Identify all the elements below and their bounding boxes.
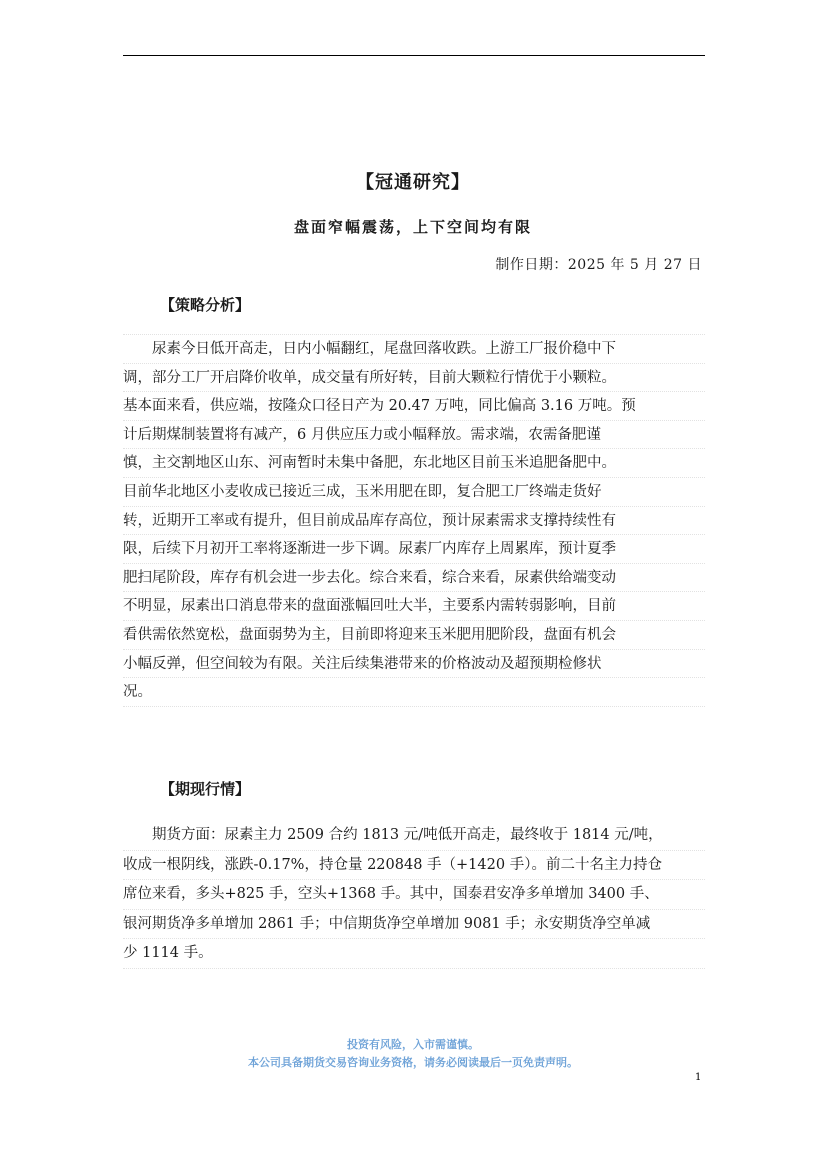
paragraph-line: 小幅反弹，但空间较为有限。关注后续集港带来的价格波动及超预期检修状 <box>123 650 705 679</box>
page-number: 1 <box>695 1072 702 1083</box>
paragraph-line: 限，后续下月初开工率将逐渐进一步下调。尿素厂内库存上周累库，预计夏季 <box>123 535 705 564</box>
paragraph-line: 调，部分工厂开启降价收单，成交量有所好转，目前大颗粒行情优于小颗粒。 <box>123 364 705 393</box>
report-date: 制作日期：2025 年 5 月 27 日 <box>495 257 702 273</box>
disclaimer-notice: 本公司具备期货交易咨询业务资格，请务必阅读最后一页免责声明。 <box>248 1056 578 1069</box>
strategy-heading: 【策略分析】 <box>160 296 251 314</box>
report-title: 【冠通研究】 <box>356 172 470 193</box>
market-paragraph <box>123 821 705 969</box>
report-subtitle: 盘面窄幅震荡，上下空间均有限 <box>293 218 532 236</box>
paragraph-line: 银河期货净多单增加 2861 手；中信期货净空单增加 9081 手；永安期货净空单减 <box>123 910 705 940</box>
paragraph-line: 不明显，尿素出口消息带来的盘面涨幅回吐大半，主要系内需转弱影响，目前 <box>123 592 705 621</box>
paragraph-line: 席位来看，多头+825 手，空头+1368 手。其中，国泰君安净多单增加 3400 手、 <box>123 880 705 910</box>
paragraph-line: 计后期煤制装置将有减产，6 月供应压力或小幅释放。需求端，农需备肥谨 <box>123 421 705 450</box>
paragraph-line: 基本面来看，供应端，按隆众口径日产为 20.47 万吨，同比偏高 3.16 万吨。预 <box>123 392 705 421</box>
market-heading: 【期现行情】 <box>160 780 251 798</box>
paragraph-line: 肥扫尾阶段，库存有机会进一步去化。综合来看，综合来看，尿素供给端变动 <box>123 564 705 593</box>
header-rule <box>123 55 705 56</box>
paragraph-line: 期货方面：尿素主力 2509 合约 1813 元/吨低开高走，最终收于 1814 元/吨， <box>123 821 705 851</box>
paragraph-line: 目前华北地区小麦收成已接近三成，玉米用肥在即，复合肥工厂终端走货好 <box>123 478 705 507</box>
paragraph-line: 看供需依然宽松，盘面弱势为主，目前即将迎来玉米肥用肥阶段，盘面有机会 <box>123 621 705 650</box>
paragraph-line: 少 1114 手。 <box>123 939 705 969</box>
strategy-paragraph <box>123 335 705 707</box>
paragraph-line: 尿素今日低开高走，日内小幅翻红，尾盘回落收跌。上游工厂报价稳中下 <box>123 335 705 364</box>
paragraph-line: 况。 <box>123 678 705 707</box>
paragraph-line: 转，近期开工率或有提升，但目前成品库存高位，预计尿素需求支撑持续性有 <box>123 507 705 536</box>
paragraph-line: 慎，主交割地区山东、河南暂时未集中备肥，东北地区目前玉米追肥备肥中。 <box>123 449 705 478</box>
risk-notice: 投资有风险，入市需谨慎。 <box>347 1038 479 1051</box>
paragraph-line: 收成一根阴线，涨跌-0.17%，持仓量 220848 手（+1420 手）。前二十名主力持仓 <box>123 851 705 881</box>
